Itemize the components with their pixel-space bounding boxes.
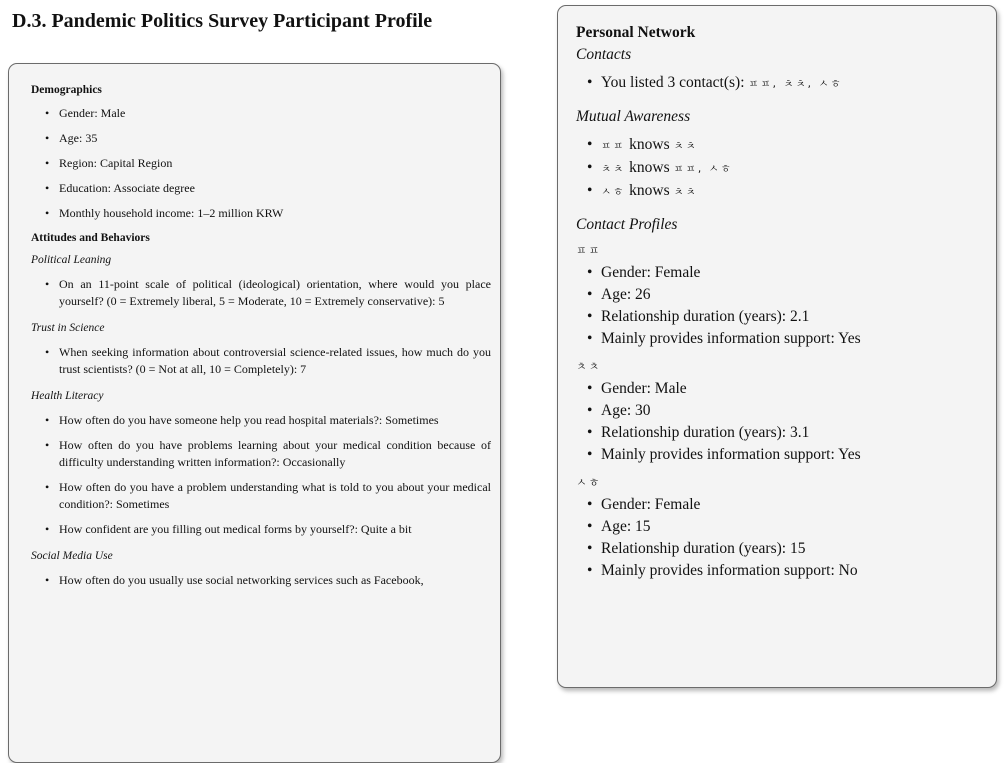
contacts-list [601,72,982,95]
contact-name: ㅍㅍ [576,244,602,257]
profile-item: • Gender: Female [601,262,982,284]
awareness-item [601,180,982,203]
awareness-whom: ㅍㅍ, ㅅㅎ [673,163,733,175]
contacts-title: Contacts [576,46,632,63]
trust-in-science-list [59,344,491,378]
personal-network-heading: Personal Network [576,24,696,41]
contacts-prefix: You listed 3 contact(s): [601,74,749,91]
profile-item: • Gender: Male [601,378,982,400]
profile-item: • Mainly provides information support: Yes [601,328,982,350]
trust-in-science-title: Trust in Science [31,322,105,334]
attitudes-heading: Attitudes and Behaviors [31,232,150,244]
survey-item: • When seeking information about controversial science-related issues, how much do you trust scientists? (0 = Not at all, 10 = Completely): 7 [59,344,491,378]
awareness-verb: knows [625,159,674,176]
awareness-who: ㅊㅊ [601,163,626,175]
mutual-awareness-title: Mutual Awareness [576,108,691,125]
profile-item: • Age: 26 [601,284,982,306]
profile-item: • Gender: Female [601,494,982,516]
survey-item: • How often do you have problems learning about your medical condition because of difficulty understanding written information?: Occasionally [59,437,491,471]
demographics-item: • Gender: Male [59,105,491,122]
contact-profile-list [601,378,982,466]
demographics-item: • Region: Capital Region [59,155,491,172]
contacts-names: ㅍㅍ, ㅊㅊ, ㅅㅎ [748,78,843,90]
personal-network-card [557,5,997,688]
political-leaning-title: Political Leaning [31,254,112,266]
awareness-item [601,134,982,157]
awareness-who: ㅍㅍ [601,140,626,152]
survey-item: • How often do you usually use social networking services such as Facebook, [59,572,491,589]
demographics-item: • Education: Associate degree [59,180,491,197]
contact-profiles-title: Contact Profiles [576,216,678,233]
survey-item: • How often do you have a problem understanding what is told to you about your medical condition?: Sometimes [59,479,491,513]
demographics-item: • Age: 35 [59,130,491,147]
awareness-item [601,157,982,180]
profile-item: • Mainly provides information support: Yes [601,444,982,466]
contact-name: ㅅㅎ [576,476,602,489]
survey-item: • On an 11-point scale of political (ideological) orientation, where would you place yourself? (0 = Extremely liberal, 5 = Moderate, 10 = Extremely conservative): 5 [59,276,491,310]
awareness-whom: ㅊㅊ [673,186,698,198]
awareness-whom: ㅊㅊ [673,140,698,152]
participant-profile-card [8,63,501,763]
page-title: D.3. Pandemic Politics Survey Participant Profile [12,10,433,32]
profile-item: • Age: 15 [601,516,982,538]
profile-item: • Age: 30 [601,400,982,422]
contact-profile-list [601,494,982,582]
demographics-heading: Demographics [31,84,102,96]
health-literacy-title: Health Literacy [31,390,104,402]
social-media-use-title: Social Media Use [31,550,113,562]
demographics-list [59,105,491,222]
mutual-awareness-list [601,134,982,203]
survey-item: • How confident are you filling out medical forms by yourself?: Quite a bit [59,521,491,538]
awareness-who: ㅅㅎ [601,186,626,198]
health-literacy-list [59,412,491,538]
contact-name: ㅊㅊ [576,360,602,373]
awareness-verb: knows [625,182,674,199]
contacts-item [601,72,982,95]
survey-item: • How often do you have someone help you read hospital materials?: Sometimes [59,412,491,429]
contact-profile-list [601,262,982,350]
profile-item: • Mainly provides information support: No [601,560,982,582]
political-leaning-list [59,276,491,310]
social-media-use-list [59,572,491,589]
awareness-verb: knows [625,136,674,153]
profile-item: • Relationship duration (years): 3.1 [601,422,982,444]
demographics-item: • Monthly household income: 1–2 million KRW [59,205,491,222]
profile-item: • Relationship duration (years): 2.1 [601,306,982,328]
profile-item: • Relationship duration (years): 15 [601,538,982,560]
